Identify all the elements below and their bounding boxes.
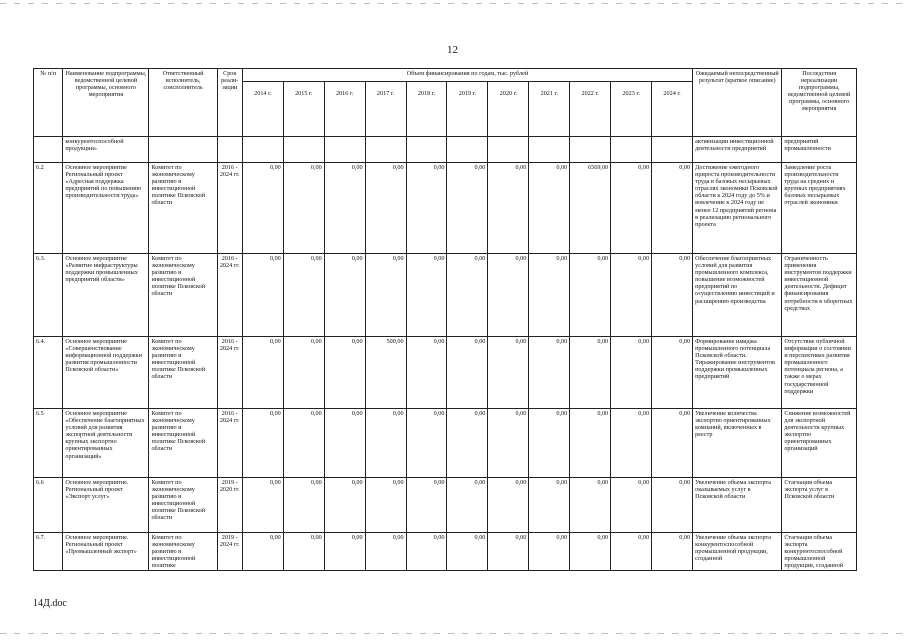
cell-amount: 0,00 xyxy=(611,478,652,533)
cell-amount: 0,00 xyxy=(283,409,324,478)
table-row xyxy=(34,409,857,478)
footer-filename: 14Д.doc xyxy=(33,598,67,609)
header-no: № п/п xyxy=(34,69,63,137)
header-year: 2014 г. xyxy=(242,82,283,137)
cell-name: Основное мероприятие «Развитие инфраструктуры поддержки промышленных предприятий области» xyxy=(63,254,149,337)
cell-amount: 0,00 xyxy=(570,254,611,337)
cell-amount: 0,00 xyxy=(406,533,447,571)
table-row xyxy=(34,163,857,254)
cell-no: 6.7. xyxy=(34,533,63,571)
cell-amount: 0,00 xyxy=(242,478,283,533)
cell-amount: 0,00 xyxy=(529,163,570,254)
cell-period: 2016 - 2024 гг. xyxy=(217,254,242,337)
header-year: 2017 г. xyxy=(365,82,406,137)
cell-amount: 6569,00 xyxy=(570,163,611,254)
table-row xyxy=(34,254,857,337)
cell-amount: 0,00 xyxy=(529,478,570,533)
table-body xyxy=(34,137,857,571)
cell-name: Основное мероприятие Региональный проект «Адресная поддержка предприятий по повышению производительности труда» xyxy=(63,163,149,254)
cell-amount: 0,00 xyxy=(365,533,406,571)
header-year: 2022 г. xyxy=(570,82,611,137)
cell-result: Обеспечение благоприятных условий для развития промышленного комплекса, повышение возможностей предприятий по осуществлению инвестиций и расширению производства xyxy=(693,254,782,337)
cell-name: Основное мероприятие «Обеспечение благоприятных условий для развития экспортной деятельности крупных экспортно ориентированных организаций» xyxy=(63,409,149,478)
cell-consequences: Отсутствие публичной информации о состоянии и перспективах развития промышленного потенциала региона, а также о мерах государственной поддержки xyxy=(782,337,857,409)
cell-amount: 0,00 xyxy=(242,533,283,571)
cell-executor: Комитет по экономическому развитию и инвестиционной политике xyxy=(149,533,217,571)
header-year: 2024 г. xyxy=(652,82,693,137)
cell-name: Основное мероприятие. Региональный проект «Экспорт услуг» xyxy=(63,478,149,533)
cell-period: 2016 - 2024 гг. xyxy=(217,337,242,409)
cell-amount: 0,00 xyxy=(242,163,283,254)
cell-amount: 0,00 xyxy=(652,254,693,337)
cell-amount: 0,00 xyxy=(447,533,488,571)
cell-amount: 0,00 xyxy=(324,533,365,571)
cell-no: 6.4. xyxy=(34,337,63,409)
cell-amount: 0,00 xyxy=(447,163,488,254)
cell-amount: 0,00 xyxy=(283,337,324,409)
cell-result: Увеличение объема экспорта конкурентоспособной промышленной продукции, созданной xyxy=(693,533,782,571)
cell-amount: 0,00 xyxy=(529,409,570,478)
cell-period: 2016 - 2024 гг. xyxy=(217,409,242,478)
cell-name: Основное мероприятие. Региональный проект «Промышленный экспорт» xyxy=(63,533,149,571)
cell-amount: 0,00 xyxy=(529,337,570,409)
table-row xyxy=(34,478,857,533)
header-year: 2015 г. xyxy=(283,82,324,137)
cell-amount: 0,00 xyxy=(570,337,611,409)
header-executor: Ответственный исполнитель, соисполнитель xyxy=(149,69,217,137)
cell-amount: 0,00 xyxy=(488,478,529,533)
cell-executor: Комитет по экономическому развитию и инвестиционной политике Псковской области xyxy=(149,163,217,254)
cell-result: активизации инвестиционной деятельности предприятий xyxy=(693,137,782,163)
cell-amount: 0,00 xyxy=(365,254,406,337)
cell-amount: 0,00 xyxy=(324,163,365,254)
cell-amount: 0,00 xyxy=(242,254,283,337)
cell-executor: Комитет по экономическому развитию и инвестиционной политике Псковской области xyxy=(149,337,217,409)
header-funding: Объем финансирования по годам, тыс. рублей xyxy=(242,69,692,82)
cell-no: 6.2 xyxy=(34,163,63,254)
cell-amount: 0,00 xyxy=(488,533,529,571)
table-row xyxy=(34,337,857,409)
cell-amount: 0,00 xyxy=(447,409,488,478)
header-year: 2018 г. xyxy=(406,82,447,137)
cell-amount: 0,00 xyxy=(324,254,365,337)
header-row-top xyxy=(34,69,857,82)
cell-amount: 0,00 xyxy=(406,478,447,533)
cell-period: 2019 - 2024 гг. xyxy=(217,533,242,571)
cell-amount: 0,00 xyxy=(652,337,693,409)
header-result: Ожидаемый непосредственный результат (краткое описание) xyxy=(693,69,782,137)
cell-amount: 0,00 xyxy=(611,163,652,254)
cell-amount: 0,00 xyxy=(406,163,447,254)
cell-result: Увеличение объема экспорта оказываемых услуг в Псковской области xyxy=(693,478,782,533)
cell-executor: Комитет по экономическому развитию и инвестиционной политике Псковской области xyxy=(149,254,217,337)
continuation-row xyxy=(34,137,857,163)
header-year: 2023 г. xyxy=(611,82,652,137)
cell-amount: 0,00 xyxy=(652,163,693,254)
funding-table xyxy=(33,68,857,571)
cell-consequences: Снижение возможностей для экспортной деятельности крупных экспортно ориентированных организаций xyxy=(782,409,857,478)
cell-amount: 0,00 xyxy=(652,478,693,533)
cell-amount: 0,00 xyxy=(365,409,406,478)
cell-amount: 0,00 xyxy=(570,409,611,478)
cell-consequences: Стагнация объема экспорта конкурентоспособной промышленной продукции, созданной xyxy=(782,533,857,571)
scan-artifact-top xyxy=(0,3,905,4)
cell-amount: 0,00 xyxy=(529,254,570,337)
cell-amount: 0,00 xyxy=(488,254,529,337)
cell-amount: 500,00 xyxy=(365,337,406,409)
cell-amount: 0,00 xyxy=(570,533,611,571)
cell-consequences: Стагнация объема экспорта услуг в Псковской области xyxy=(782,478,857,533)
cell-period xyxy=(217,137,242,163)
cell-name: конкурентоспособной продукции» xyxy=(63,137,149,163)
cell-amount: 0,00 xyxy=(570,478,611,533)
header-year: 2021 г. xyxy=(529,82,570,137)
cell-executor: Комитет по экономическому развитию и инвестиционной политике Псковской области xyxy=(149,409,217,478)
cell-amount: 0,00 xyxy=(652,409,693,478)
header-year: 2016 г. xyxy=(324,82,365,137)
cell-result: Увеличение количества экспортно ориентированных компаний, включенных в реестр xyxy=(693,409,782,478)
cell-amount: 0,00 xyxy=(611,533,652,571)
cell-amount: 0,00 xyxy=(406,409,447,478)
cell-amount: 0,00 xyxy=(488,163,529,254)
cell-consequences: Ограниченность применения инструментов поддержки инвестиционной деятельности. Дефицит финансирования потребности в оборотных средствах xyxy=(782,254,857,337)
cell-result: Формирование имиджа промышленного потенциала Псковской области. Тиражирование инструментов поддержки промышленных предприятий xyxy=(693,337,782,409)
cell-amount: 0,00 xyxy=(242,409,283,478)
header-name: Наименование подпрограммы, ведомственной целевой программы, основного мероприятия xyxy=(63,69,149,137)
cell-amount: 0,00 xyxy=(529,533,570,571)
cell-no: 6.6 xyxy=(34,478,63,533)
cell-no: 6.5 xyxy=(34,409,63,478)
cell-amount: 0,00 xyxy=(611,337,652,409)
cell-amount: 0,00 xyxy=(488,409,529,478)
scan-artifact-bottom xyxy=(0,633,905,634)
cell-period: 2019 - 2020 гг. xyxy=(217,478,242,533)
cell-period: 2016 - 2024 гг. xyxy=(217,163,242,254)
cell-amount: 0,00 xyxy=(283,163,324,254)
cell-amount: 0,00 xyxy=(324,478,365,533)
header-consequences: Последствия нереализации подпрограммы, ведомственной целевой программы, основного мероприятия xyxy=(782,69,857,137)
cell-amount: 0,00 xyxy=(324,337,365,409)
page-number: 12 xyxy=(447,44,458,56)
cell-amount: 0,00 xyxy=(283,478,324,533)
cell-amount: 0,00 xyxy=(283,254,324,337)
cell-no xyxy=(34,137,63,163)
cell-amount: 0,00 xyxy=(242,337,283,409)
cell-amount: 0,00 xyxy=(365,478,406,533)
cell-executor xyxy=(149,137,217,163)
cell-result: Достижение ежегодного прироста производительности труда в базовых несырьевых отраслях экономики Псковской области к 2024 году до 5% и вовлечение к 2024 году не менее 12 предприятий региона в реализацию регионального проекта xyxy=(693,163,782,254)
cell-amount: 0,00 xyxy=(365,163,406,254)
header-year: 2020 г. xyxy=(488,82,529,137)
table-row xyxy=(34,533,857,571)
cell-consequences: предприятий промышленности xyxy=(782,137,857,163)
cell-amount: 0,00 xyxy=(652,533,693,571)
cell-no: 6.3. xyxy=(34,254,63,337)
cell-amount: 0,00 xyxy=(406,337,447,409)
cell-executor: Комитет по экономическому развитию и инвестиционной политике Псковской области xyxy=(149,478,217,533)
cell-amount: 0,00 xyxy=(611,409,652,478)
cell-amount: 0,00 xyxy=(324,409,365,478)
cell-name: Основное мероприятие «Совершенствование информационной поддержки развития промышленности Псковской области» xyxy=(63,337,149,409)
cell-amount: 0,00 xyxy=(406,254,447,337)
cell-amount: 0,00 xyxy=(447,478,488,533)
cell-amount: 0,00 xyxy=(488,337,529,409)
header-year: 2019 г. xyxy=(447,82,488,137)
cell-amount: 0,00 xyxy=(611,254,652,337)
cell-consequences: Замедление роста производительности труда на средних и крупных предприятиях базовых несырьевых отраслей экономики xyxy=(782,163,857,254)
header-period: Срок реали-зации xyxy=(217,69,242,137)
cell-amount: 0,00 xyxy=(447,254,488,337)
cell-amount: 0,00 xyxy=(447,337,488,409)
cell-amount: 0,00 xyxy=(283,533,324,571)
